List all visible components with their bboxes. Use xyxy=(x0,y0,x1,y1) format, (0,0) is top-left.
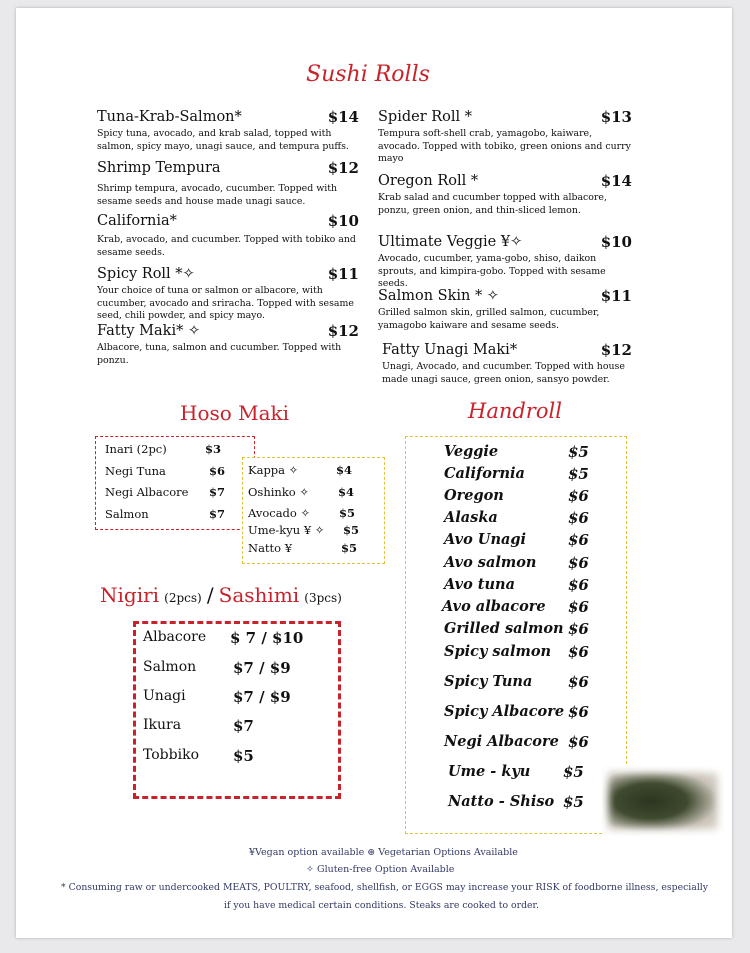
handroll-item xyxy=(444,703,589,721)
roll-item xyxy=(97,109,359,153)
roll-price: $14 xyxy=(600,172,632,190)
footer-warning-line-2: if you have medical certain conditions. Steaks are cooked to order. xyxy=(224,900,539,911)
roll-description: Spicy tuna, avocado, and krab salad, topped with salmon, spicy mayo, unagi sauce, and tempura puffs. xyxy=(97,128,349,152)
roll-description: Avocado, cucumber, yama-gobo, shiso, daikon sprouts, and kimpira-gobo. Topped with sesame seeds. xyxy=(378,253,606,289)
roll-description: Tempura soft-shell crab, yamagobo, kaiware, avocado. Topped with tobiko, green onions and curry mayo xyxy=(378,128,631,164)
handroll-price: $6 xyxy=(568,733,589,751)
hoso-item xyxy=(248,523,360,537)
roll-price: $13 xyxy=(600,108,632,126)
handroll-name: Alaska xyxy=(444,509,498,526)
handroll-price: $6 xyxy=(568,531,589,549)
handroll-name: Oregon xyxy=(444,487,504,504)
hoso-name: Negi Tuna xyxy=(105,464,166,478)
hoso-price: $6 xyxy=(209,464,226,478)
handroll-price: $6 xyxy=(568,487,589,505)
hoso-item xyxy=(248,506,356,520)
handroll-item xyxy=(448,763,584,781)
nigiri-name: Albacore xyxy=(143,629,207,645)
handroll-name: Spicy Tuna xyxy=(444,673,533,690)
roll-description: Albacore, tuna, salmon and cucumber. Topped with ponzu. xyxy=(97,342,342,366)
hoso-name: Avocado ✧ xyxy=(248,506,311,520)
footer-warning-line: * Consuming raw or undercooked MEATS, POULTRY, seafood, shellfish, or EGGS may increase your RISK of foodborne illness, especially xyxy=(61,882,709,893)
hoso-name: Salmon xyxy=(105,507,149,521)
nigiri-name: Salmon xyxy=(143,659,197,675)
nigiri-title: Nigiri xyxy=(100,583,160,607)
roll-item xyxy=(97,266,359,323)
roll-price: $12 xyxy=(327,159,359,177)
handroll-price: $5 xyxy=(568,465,589,483)
roll-price: $11 xyxy=(600,287,632,305)
roll-name: Tuna-Krab-Salmon* xyxy=(97,109,242,125)
roll-description: Your choice of tuna or salmon or albacore, with cucumber, avocado and sriracha. Topped with sesame seed, chili powder, and spicy mayo. xyxy=(97,285,354,321)
roll-description: Shrimp tempura, avocado, cucumber. Topped with sesame seeds and house made unagi sauce. xyxy=(97,183,338,207)
hoso-name: Natto ¥ xyxy=(248,541,293,555)
hoso-item xyxy=(105,485,226,499)
hoso-name: Inari (2pc) xyxy=(105,442,167,456)
nigiri-price: $ 7 / $10 xyxy=(230,629,304,647)
roll-description: Krab, avocado, and cucumber. Topped with tobiko and sesame seeds. xyxy=(97,234,356,258)
footer-gluten-line: ✧ Gluten-free Option Available xyxy=(306,864,455,875)
hoso-item xyxy=(248,463,353,477)
roll-name: Ultimate Veggie ¥✧ xyxy=(378,234,523,250)
handroll-item xyxy=(444,554,589,572)
roll-description: Unagi, Avocado, and cucumber. Topped with house made unagi sauce, green onion, sansyo powder. xyxy=(382,361,625,385)
handroll-price: $6 xyxy=(568,643,589,661)
handroll-price: $6 xyxy=(568,598,589,616)
handroll-item xyxy=(444,443,589,461)
nigiri-item xyxy=(143,629,304,647)
handroll-name: Avo albacore xyxy=(442,598,546,615)
hoso-name: Kappa ✧ xyxy=(248,463,299,477)
roll-item xyxy=(378,173,632,217)
roll-name: Fatty Unagi Maki* xyxy=(382,342,518,358)
nigiri-price: $5 xyxy=(233,747,254,765)
nigiri-sashimi-title xyxy=(100,583,342,607)
roll-price: $11 xyxy=(327,265,359,283)
hoso-price: $5 xyxy=(343,523,360,537)
roll-name: Shrimp Tempura xyxy=(97,160,221,176)
roll-name: Spicy Roll *✧ xyxy=(97,266,195,282)
handroll-item xyxy=(444,531,589,549)
hoso-item xyxy=(248,485,355,499)
nigiri-name: Ikura xyxy=(143,717,182,733)
roll-price: $10 xyxy=(327,212,359,230)
roll-price: $14 xyxy=(327,108,359,126)
roll-item xyxy=(97,160,359,208)
handroll-name: Avo Unagi xyxy=(444,531,527,548)
roll-price: $12 xyxy=(600,341,632,359)
handroll-name: Avo tuna xyxy=(444,576,515,593)
handroll-price: $6 xyxy=(568,509,589,527)
handroll-price: $5 xyxy=(563,793,584,811)
menu-page xyxy=(16,8,732,938)
roll-price: $10 xyxy=(600,233,632,251)
roll-item xyxy=(378,288,632,332)
handroll-price: $6 xyxy=(568,703,589,721)
nigiri-name: Tobbiko xyxy=(143,747,199,763)
nigiri-item xyxy=(143,717,254,735)
nigiri-item xyxy=(143,659,291,677)
handroll-item xyxy=(444,733,589,751)
sushi-rolls-title: Sushi Rolls xyxy=(306,62,430,87)
hoso-maki-title: Hoso Maki xyxy=(180,401,290,425)
hoso-price: $7 xyxy=(209,485,226,499)
roll-item xyxy=(382,342,632,386)
handroll-name: Spicy Albacore xyxy=(444,703,565,720)
handroll-item xyxy=(444,576,589,594)
roll-description: Grilled salmon skin, grilled salmon, cucumber, yamagobo kaiware and sesame seeds. xyxy=(378,307,600,331)
nigiri-box xyxy=(133,621,341,799)
roll-name: Oregon Roll * xyxy=(378,173,479,189)
roll-price: $12 xyxy=(327,322,359,340)
roll-name: Fatty Maki* ✧ xyxy=(97,323,201,339)
hoso-price: $4 xyxy=(336,463,353,477)
roll-name: Salmon Skin * ✧ xyxy=(378,288,499,304)
hoso-price: $5 xyxy=(339,506,356,520)
handroll-item xyxy=(444,487,589,505)
handroll-name: Spicy salmon xyxy=(444,643,552,660)
handroll-price: $6 xyxy=(568,673,589,691)
roll-item xyxy=(97,213,359,259)
handroll-item xyxy=(442,598,589,616)
hoso-name: Ume-kyu ¥ ✧ xyxy=(248,523,325,537)
nigiri-price: $7 / $9 xyxy=(233,659,291,677)
hoso-price: $5 xyxy=(341,541,358,555)
nigiri-pcs: (2pcs) xyxy=(164,591,202,605)
handroll-name: Ume - kyu xyxy=(448,763,531,780)
handroll-item xyxy=(448,793,584,811)
nigiri-item xyxy=(143,747,254,765)
hoso-name: Oshinko ✧ xyxy=(248,485,310,499)
sashimi-pcs: (3pcs) xyxy=(304,591,342,605)
handroll-title: Handroll xyxy=(468,399,562,423)
roll-name: California* xyxy=(97,213,177,229)
sashimi-title: Sashimi xyxy=(218,583,300,607)
handroll-price: $5 xyxy=(563,763,584,781)
handroll-price: $6 xyxy=(568,554,589,572)
hoso-item xyxy=(248,541,358,555)
handroll-name: Natto - Shiso xyxy=(448,793,555,810)
hoso-item xyxy=(105,507,226,521)
handroll-name: Grilled salmon xyxy=(444,620,564,637)
roll-name: Spider Roll * xyxy=(378,109,473,125)
handroll-name: Negi Albacore xyxy=(444,733,559,750)
title-slash: / xyxy=(206,583,214,607)
hoso-price: $4 xyxy=(338,485,355,499)
roll-description: Krab salad and cucumber topped with albacore, ponzu, green onion, and thin-sliced lemon. xyxy=(378,192,607,216)
handroll-price: $6 xyxy=(568,576,589,594)
hoso-price: $3 xyxy=(205,442,222,456)
handroll-item xyxy=(444,465,589,483)
handroll-item xyxy=(444,620,589,638)
roll-item xyxy=(378,109,632,166)
hoso-price: $7 xyxy=(209,507,226,521)
nigiri-item xyxy=(143,688,291,706)
handroll-name: Avo salmon xyxy=(444,554,537,571)
nigiri-price: $7 xyxy=(233,717,254,735)
hoso-name: Negi Albacore xyxy=(105,485,189,499)
handroll-item xyxy=(444,509,589,527)
roll-item xyxy=(378,234,632,291)
hoso-item xyxy=(105,442,222,456)
handroll-name: California xyxy=(444,465,525,482)
handroll-item xyxy=(444,643,589,661)
nigiri-price: $7 / $9 xyxy=(233,688,291,706)
handroll-price: $5 xyxy=(568,443,589,461)
handroll-price: $6 xyxy=(568,620,589,638)
footer-legend-line: ¥Vegan option available ⊛ Vegetarian Options Available xyxy=(249,847,518,858)
handroll-item xyxy=(444,673,589,691)
roll-item xyxy=(97,323,359,367)
handroll-photo xyxy=(602,766,724,836)
handroll-name: Veggie xyxy=(444,443,499,460)
nigiri-name: Unagi xyxy=(143,688,186,704)
hoso-item xyxy=(105,464,226,478)
